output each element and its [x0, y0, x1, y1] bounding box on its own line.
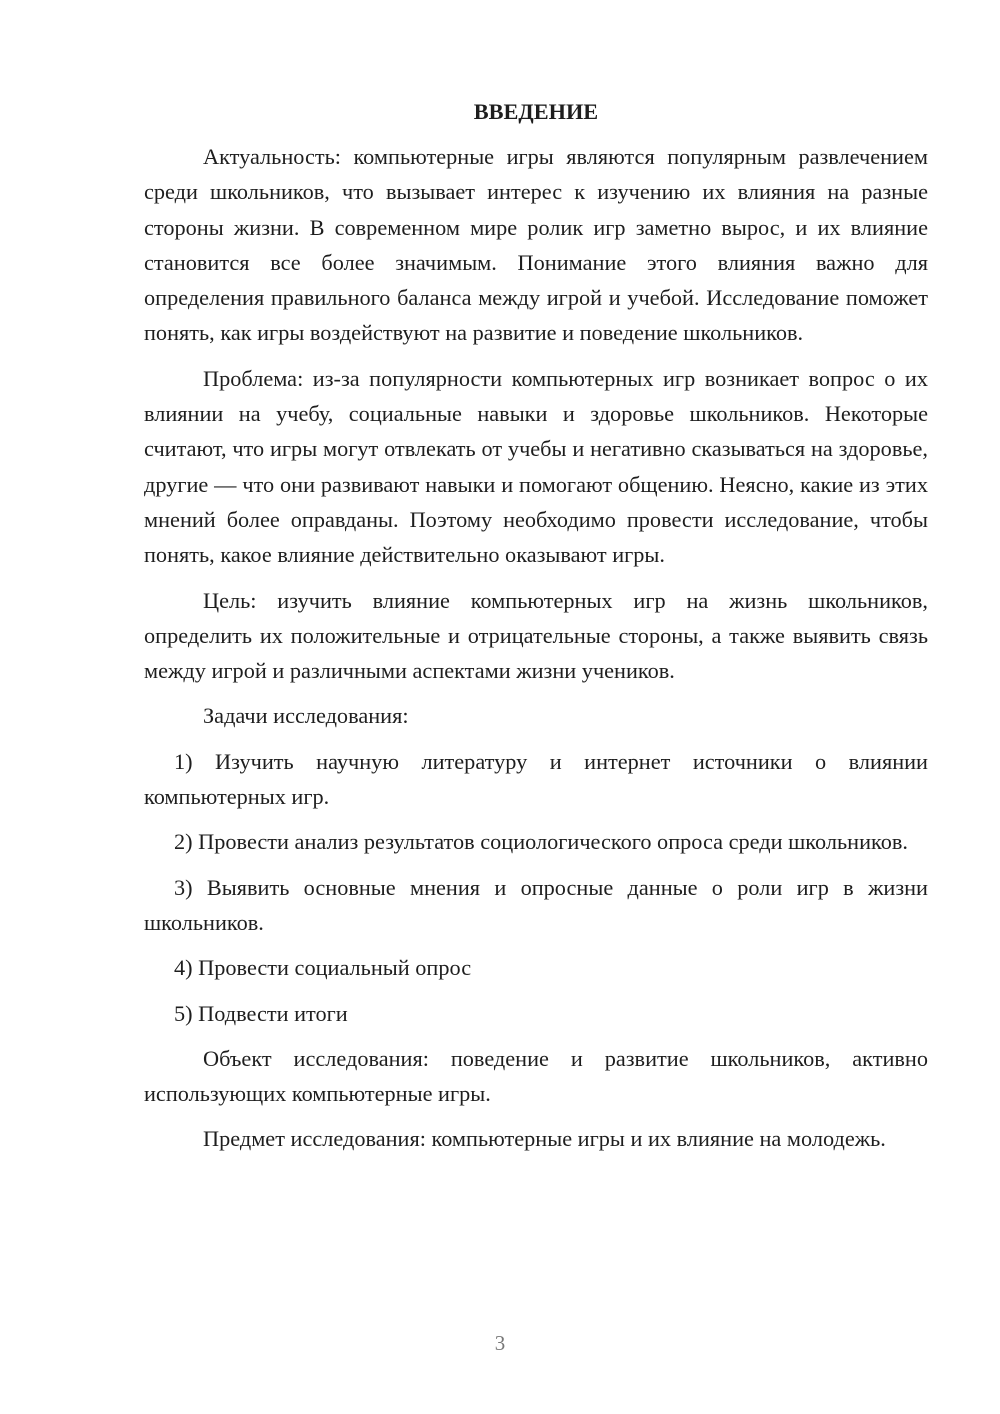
task-item: 3) Выявить основные мнения и опросные данные о роли игр в жизни школьников.: [144, 874, 928, 935]
relevance-paragraph: Актуальность: компьютерные игры являются популярным развлечением среди школьников, что вызывает интерес к изучению их влияния на разные стороны жизни. В современном мире ролик игр заметно вырос, и их влияние становится все более значимым. Понимание этого влияния важно для определения правильного баланса между игрой и учебой. Исследование поможет понять, как игры воздействуют на развитие и поведение школьников.: [144, 144, 928, 346]
tasks-list: [144, 744, 928, 1031]
problem-paragraph: Проблема: из-за популярности компьютерных игр возникает вопрос о их влиянии на учебу, социальные навыки и здоровье школьников. Некоторые считают, что игры могут отвлекать от учебы и негативно сказываться на здоровье, другие — что они развивают навыки и помогают общению. Неясно, какие из этих мнений более оправданы. Поэтому необходимо провести исследование, чтобы понять, какое влияние действительно оказывают игры.: [144, 365, 928, 568]
page-title: ВВЕДЕНИЕ: [473, 99, 599, 124]
page-number: 3: [494, 1331, 506, 1355]
task-item: 5) Подвести итоги: [174, 1000, 348, 1026]
task-item: 4) Провести социальный опрос: [174, 955, 472, 981]
subject-paragraph: Предмет исследования: компьютерные игры и их влияние на молодежь.: [203, 1126, 886, 1152]
task-item: 1) Изучить научную литературу и интернет источники о влиянии компьютерных игр.: [144, 748, 928, 810]
object-paragraph: Объект исследования: поведение и развитие школьников, активно использующих компьютерные игры.: [144, 1045, 928, 1107]
tasks-heading: Задачи исследования:: [203, 703, 409, 729]
page-content: [144, 94, 928, 1167]
task-item: 2) Провести анализ результатов социологического опроса среди школьников.: [174, 829, 908, 855]
goal-paragraph: Цель: изучить влияние компьютерных игр на жизнь школьников, определить их положительные и отрицательные стороны, а также выявить связь между игрой и различными аспектами жизни учеников.: [144, 587, 928, 684]
